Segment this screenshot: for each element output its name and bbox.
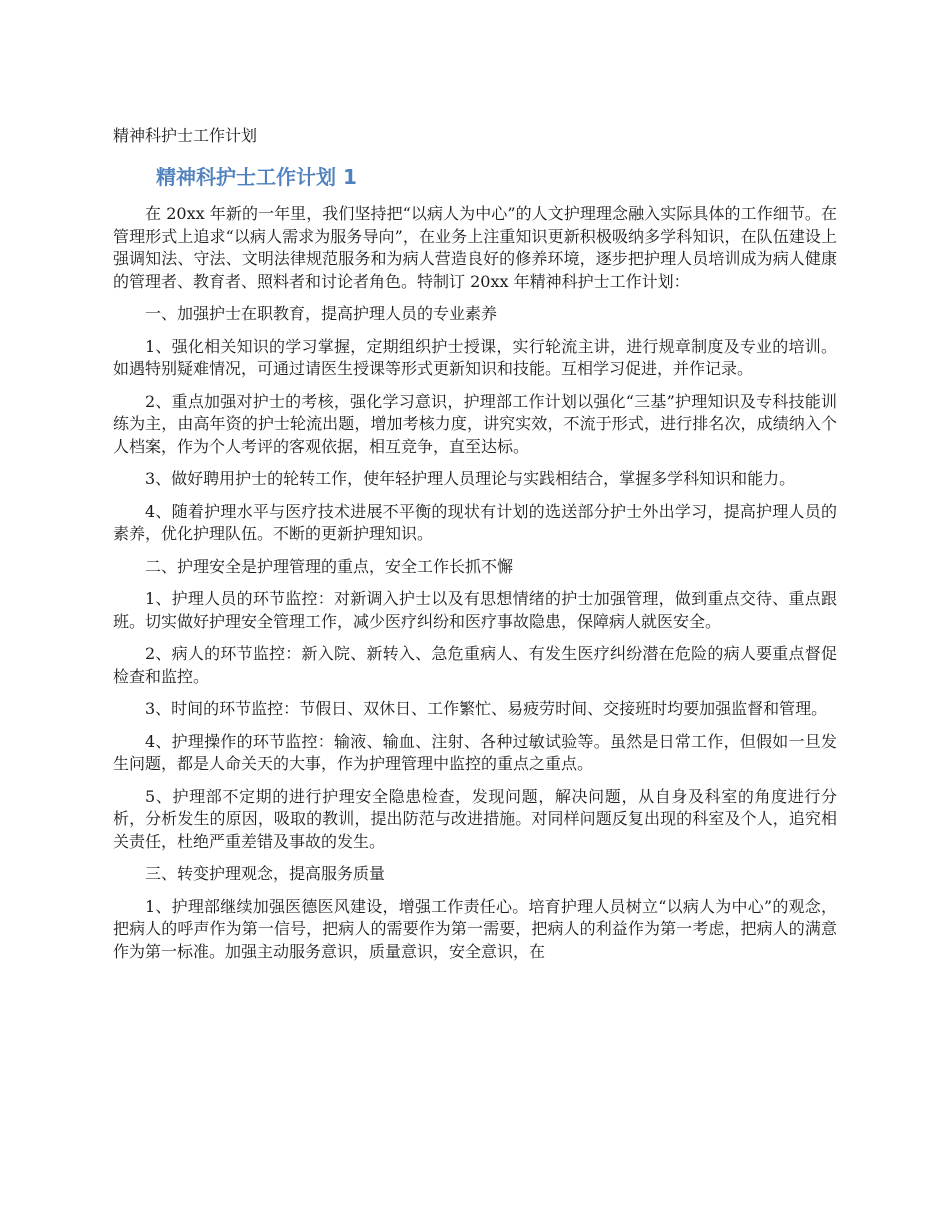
paragraph: 1、护理人员的环节监控：对新调入护士以及有思想情绪的护士加强管理，做到重点交待、重点跟班。切实做好护理安全管理工作，减少医疗纠纷和医疗事故隐患，保障病人就医安全。	[113, 589, 837, 631]
paragraph: 5、护理部不定期的进行护理安全隐患检查，发现问题，解决问题，从自身及科室的角度进行分析，分析发生的原因，吸取的教训，提出防范与改进措施。对同样问题反复出现的科室及个人，追究相关责任，杜绝严重差错及事故的发生。	[113, 786, 837, 851]
paragraph: 3、时间的环节监控：节假日、双休日、工作繁忙、易疲劳时间、交接班时均要加强监督和管理。	[145, 699, 828, 718]
paragraph: 4、护理操作的环节监控：输液、输血、注射、各种过敏试验等。虽然是日常工作，但假如一旦发生问题，都是人命关天的大事，作为护理管理中监控的重点之重点。	[113, 731, 837, 773]
paragraph: 1、强化相关知识的学习掌握，定期组织护士授课，实行轮流主讲，进行规章制度及专业的培训。如遇特别疑难情况，可通过请医生授课等形式更新知识和技能。互相学习促进，并作记录。	[113, 336, 837, 378]
document-title: 精神科护士工作计划	[113, 126, 258, 145]
section-two-heading: 二、护理安全是护理管理的重点，安全工作长抓不懈	[145, 556, 514, 576]
paragraph: 2、病人的环节监控：新入院、新转入、急危重病人、有发生医疗纠纷潜在危险的病人要重点督促检查和监控。	[113, 644, 837, 686]
section-three-heading: 三、转变护理观念，提高服务质量	[145, 864, 386, 883]
section-heading: 精神科护士工作计划 1	[156, 165, 357, 189]
paragraph: 1、护理部继续加强医德医风建设，增强工作责任心。培育护理人员树立“以病人为中心”的观念，把病人的呼声作为第一信号，把病人的需要作为第一需要，把病人的利益作为第一考虑，把病人的满意作为第一标准。加强主动服务意识，质量意识，安全意识，在	[113, 896, 837, 961]
paragraph: 2、重点加强对护士的考核，强化学习意识，护理部工作计划以强化“三基”护理知识及专科技能训练为主，由高年资的护士轮流出题，增加考核力度，讲究实效，不流于形式，进行排名次，成绩纳入个人档案，作为个人考评的客观依据，相互竞争，直至达标。	[113, 391, 837, 456]
paragraph: 4、随着护理水平与医疗技术进展不平衡的现状有计划的选送部分护士外出学习，提高护理人员的素养，优化护理队伍。不断的更新护理知识。	[113, 501, 837, 543]
document-body	[113, 203, 837, 973]
paragraph: 3、做好聘用护士的轮转工作，使年轻护理人员理论与实践相结合，掌握多学科知识和能力。	[145, 469, 796, 488]
intro-paragraph: 在 20xx 年新的一年里，我们坚持把“以病人为中心”的人文护理理念融入实际具体的工作细节。在管理形式上追求“以病人需求为服务导向”，在业务上注重知识更新积极吸纳多学科知识，在队伍建设上强调知法、守法、文明法律规范服务和为病人营造良好的修养环境，逐步把护理人员培训成为病人健康的管理者、教育者、照料者和讨论者角色。特制订 20xx 年精神科护士工作计划：	[113, 204, 837, 291]
section-one-heading: 一、加强护士在职教育，提高护理人员的专业素养	[145, 304, 498, 323]
